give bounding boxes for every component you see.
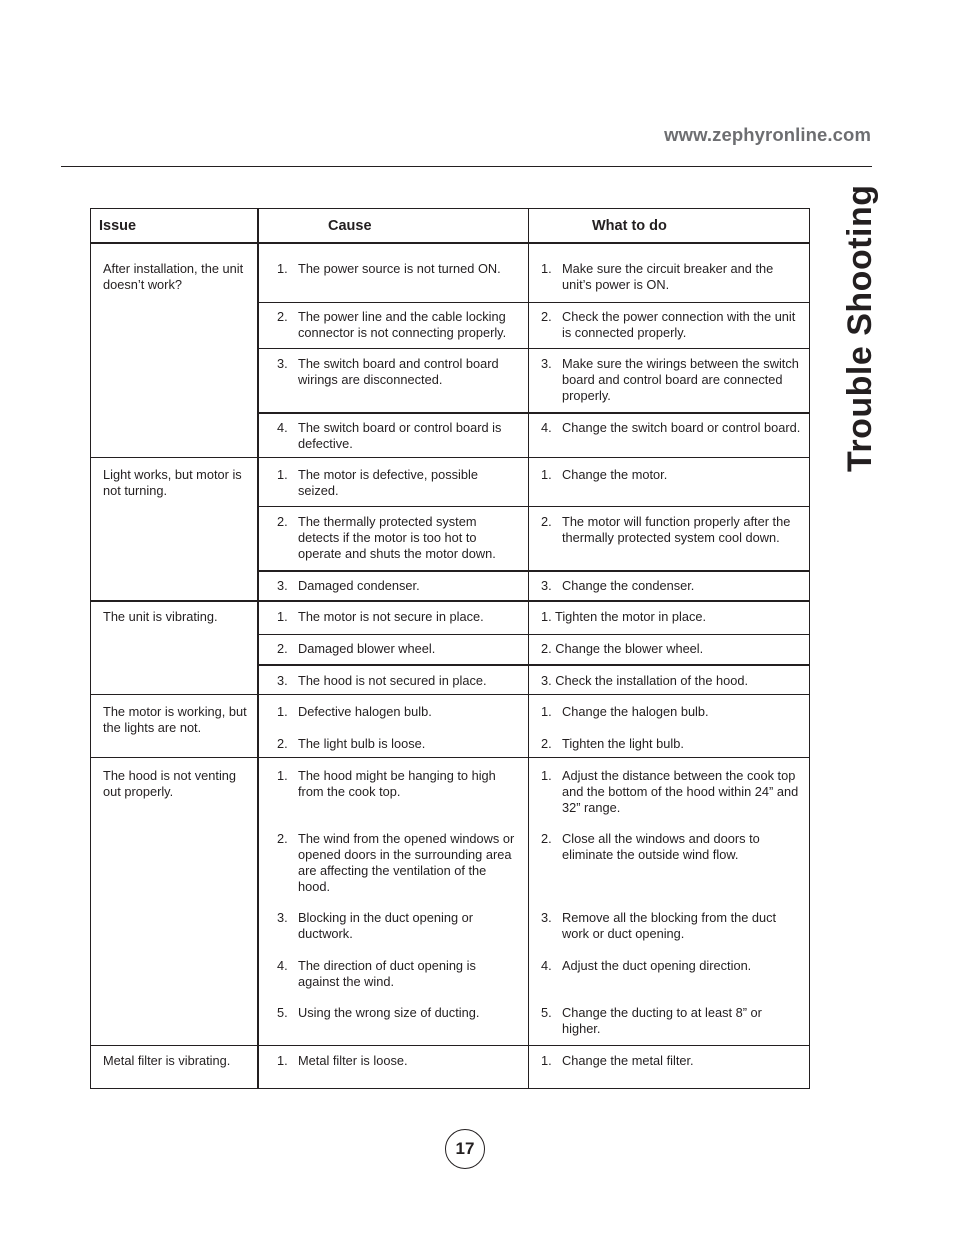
action-text: Change the halogen bulb. [562, 704, 709, 719]
action-number: 1. [541, 768, 552, 783]
cause-text: The thermally protected system detects if the motor is too hot to operate and shuts the motor down. [298, 514, 496, 561]
action-text: Change the ducting to at least 8” or higher. [562, 1005, 762, 1036]
table-row [259, 302, 809, 349]
action-text: Change the switch board or control board. [562, 420, 801, 435]
issue-text: Light works, but motor is not turning. [103, 467, 242, 498]
action-number: 1. [541, 1053, 552, 1068]
cause-number: 5. [277, 1005, 288, 1020]
cause-number: 4. [277, 958, 288, 973]
cause-number: 1. [277, 1053, 288, 1068]
header-issue: Issue [99, 218, 137, 234]
table-group [90, 1046, 810, 1089]
table-row [259, 634, 809, 665]
cause-text: The power line and the cable locking connector is not connecting properly. [298, 309, 507, 340]
action-text: Tighten the light bulb. [562, 736, 684, 751]
cause-number: 1. [277, 704, 288, 719]
header-what-to-do: What to do [592, 218, 667, 234]
cause-text: Damaged condenser. [298, 578, 420, 593]
action-number: 4. [541, 958, 552, 973]
cause-number: 1. [277, 467, 288, 482]
action-text: Change the condenser. [562, 578, 695, 593]
action-number: 1. [541, 704, 552, 719]
action-number: 2. [541, 514, 552, 529]
table-row [259, 458, 809, 506]
table-group [90, 695, 810, 758]
action-text: 2. Change the blower wheel. [541, 641, 704, 656]
cause-text: The wind from the opened windows or opened doors in the surrounding area are affecting the ventilation of the hood. [298, 831, 515, 894]
cause-text: The power source is not turned ON. [298, 261, 501, 276]
side-title: Trouble Shooting [841, 184, 879, 472]
table-header [90, 208, 810, 244]
table-row [259, 348, 809, 413]
cause-text: The motor is defective, possible seized. [298, 467, 478, 498]
action-number: 2. [541, 736, 552, 751]
cause-number: 1. [277, 609, 288, 624]
table-row [259, 695, 809, 727]
action-number: 1. [541, 261, 552, 276]
header-rule [61, 166, 872, 167]
table-group [90, 458, 810, 601]
cause-text: The light bulb is loose. [298, 736, 426, 751]
action-number: 5. [541, 1005, 552, 1020]
action-text: Make sure the circuit breaker and the unit’s power is ON. [562, 261, 774, 292]
issue-text: The unit is vibrating. [103, 609, 218, 624]
action-number: 2. [541, 309, 552, 324]
action-text: Remove all the blocking from the duct work or duct opening. [562, 910, 777, 941]
cause-text: The motor is not secure in place. [298, 609, 484, 624]
table-row [259, 412, 809, 460]
website-url: www.zephyronline.com [664, 124, 871, 145]
table-row [259, 1046, 809, 1089]
cause-number: 4. [277, 420, 288, 435]
action-number: 3. [541, 910, 552, 925]
cause-text: The hood might be hanging to high from the cook top. [298, 768, 496, 799]
action-number: 3. [541, 356, 552, 371]
issue-text: The motor is working, but the lights are not. [103, 704, 247, 735]
action-text: Adjust the distance between the cook top and the bottom of the hood within 24” and 32” range. [562, 768, 799, 815]
action-text: Change the metal filter. [562, 1053, 694, 1068]
cause-text: The hood is not secured in place. [298, 673, 487, 688]
cause-text: The direction of duct opening is against the wind. [298, 958, 476, 989]
cause-number: 1. [277, 768, 288, 783]
table-row [259, 727, 809, 758]
cause-text: Defective halogen bulb. [298, 704, 432, 719]
cause-number: 2. [277, 641, 288, 656]
cause-text: Blocking in the duct opening or ductwork. [298, 910, 474, 941]
action-text: Adjust the duct opening direction. [562, 958, 752, 973]
cause-number: 2. [277, 831, 288, 846]
issue-text: Metal filter is vibrating. [103, 1053, 231, 1068]
cause-text: Metal filter is loose. [298, 1053, 408, 1068]
action-text: Make sure the wirings between the switch board and control board are connected properly. [562, 356, 799, 403]
troubleshooting-table [90, 208, 810, 1089]
issue-text: The hood is not venting out properly. [103, 768, 237, 799]
action-number: 2. [541, 831, 552, 846]
action-number: 3. [541, 578, 552, 593]
cause-number: 3. [277, 673, 288, 688]
action-text: 3. Check the installation of the hood. [541, 673, 749, 688]
table-group [90, 758, 810, 1046]
table-group [90, 244, 810, 458]
table-row [259, 602, 809, 634]
table-row [259, 570, 809, 603]
cause-number: 2. [277, 736, 288, 751]
cause-number: 2. [277, 514, 288, 529]
cause-number: 3. [277, 910, 288, 925]
page-number: 17 [445, 1129, 485, 1169]
cause-text: Using the wrong size of ducting. [298, 1005, 480, 1020]
cause-number: 3. [277, 578, 288, 593]
action-number: 1. [541, 467, 552, 482]
action-text: The motor will function properly after the thermally protected system cool down. [562, 514, 791, 545]
action-text: Close all the windows and doors to eliminate the outside wind flow. [562, 831, 760, 862]
action-text: Change the motor. [562, 467, 668, 482]
table-row [259, 244, 809, 302]
cause-number: 1. [277, 261, 288, 276]
action-text: Check the power connection with the unit is connected properly. [562, 309, 796, 340]
cause-text: Damaged blower wheel. [298, 641, 436, 656]
cause-text: The switch board and control board wirings are disconnected. [298, 356, 499, 387]
cause-number: 3. [277, 356, 288, 371]
table-row [259, 664, 809, 698]
action-number: 4. [541, 420, 552, 435]
table-row [259, 506, 809, 571]
cause-number: 2. [277, 309, 288, 324]
cause-text: The switch board or control board is defective. [298, 420, 502, 451]
table-group [90, 601, 810, 695]
action-text: 1. Tighten the motor in place. [541, 609, 707, 624]
header-cause: Cause [328, 218, 372, 234]
issue-text: After installation, the unit doesn’t work? [103, 261, 244, 292]
